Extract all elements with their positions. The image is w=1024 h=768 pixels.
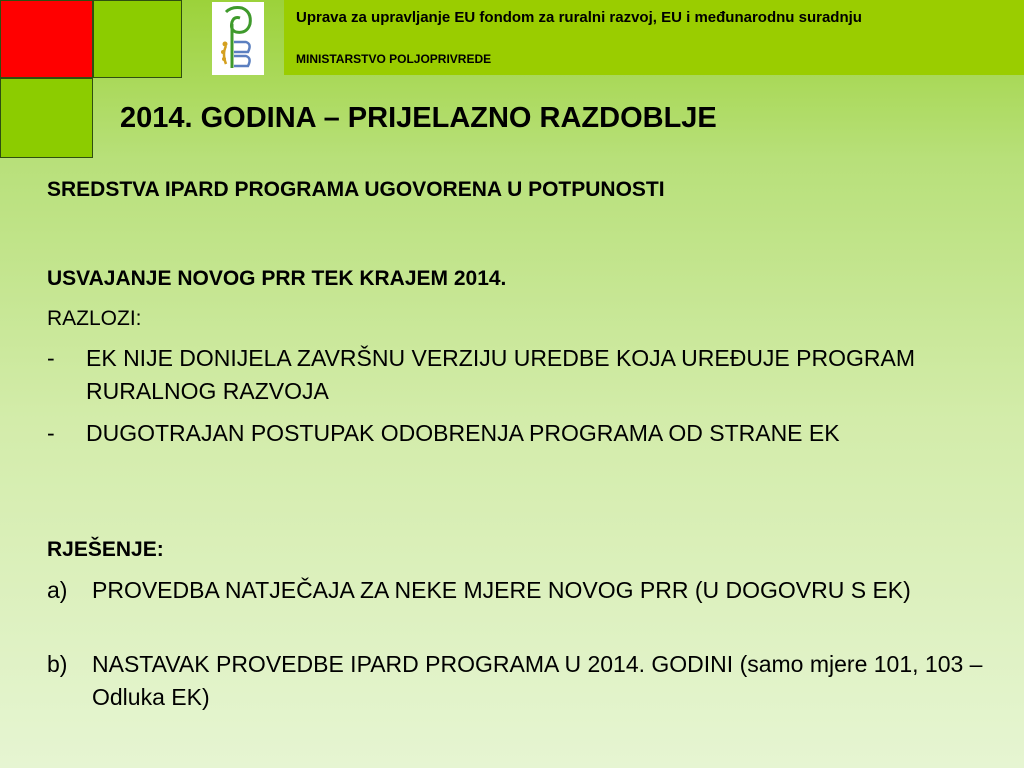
solution-label: RJEŠENJE:	[47, 538, 164, 561]
green-square-left	[0, 78, 93, 158]
solution-item	[47, 648, 1000, 714]
solution-text: PROVEDBA NATJEČAJA ZA NEKE MJERE NOVOG PRR (U DOGOVRU S EK)	[92, 577, 911, 603]
green-square-top	[93, 0, 182, 78]
solution-text: NASTAVAK PROVEDBE IPARD PROGRAMA U 2014. GODINI (samo mjere 101, 103 – Odluka EK)	[92, 651, 983, 710]
reason-item	[47, 342, 1000, 408]
institution-name: Uprava za upravljanje EU fondom za ruralni razvoj, EU i međunarodnu suradnju	[296, 9, 862, 26]
ipard-funds-line: SREDSTVA IPARD PROGRAMA UGOVORENA U POTPUNOSTI	[47, 178, 665, 201]
reason-text: DUGOTRAJAN POSTUPAK ODOBRENJA PROGRAMA OD STRANE EK	[86, 420, 840, 446]
new-prr-line: USVAJANJE NOVOG PRR TEK KRAJEM 2014.	[47, 267, 507, 290]
solution-item	[47, 574, 1000, 607]
list-marker: a)	[47, 577, 68, 603]
reason-item	[47, 417, 1000, 450]
red-square	[0, 0, 93, 78]
slide-title: 2014. GODINA – PRIJELAZNO RAZDOBLJE	[120, 102, 717, 134]
bullet-dash: -	[47, 345, 55, 371]
ministry-name: MINISTARSTVO POLJOPRIVREDE	[296, 52, 492, 66]
ministry-logo-icon	[212, 2, 264, 75]
reason-text: EK NIJE DONIJELA ZAVRŠNU VERZIJU UREDBE KOJA UREĐUJE PROGRAM RURALNOG RAZVOJA	[86, 345, 915, 404]
bullet-dash: -	[47, 420, 55, 446]
reasons-label: RAZLOZI:	[47, 307, 142, 330]
list-marker: b)	[47, 651, 68, 677]
